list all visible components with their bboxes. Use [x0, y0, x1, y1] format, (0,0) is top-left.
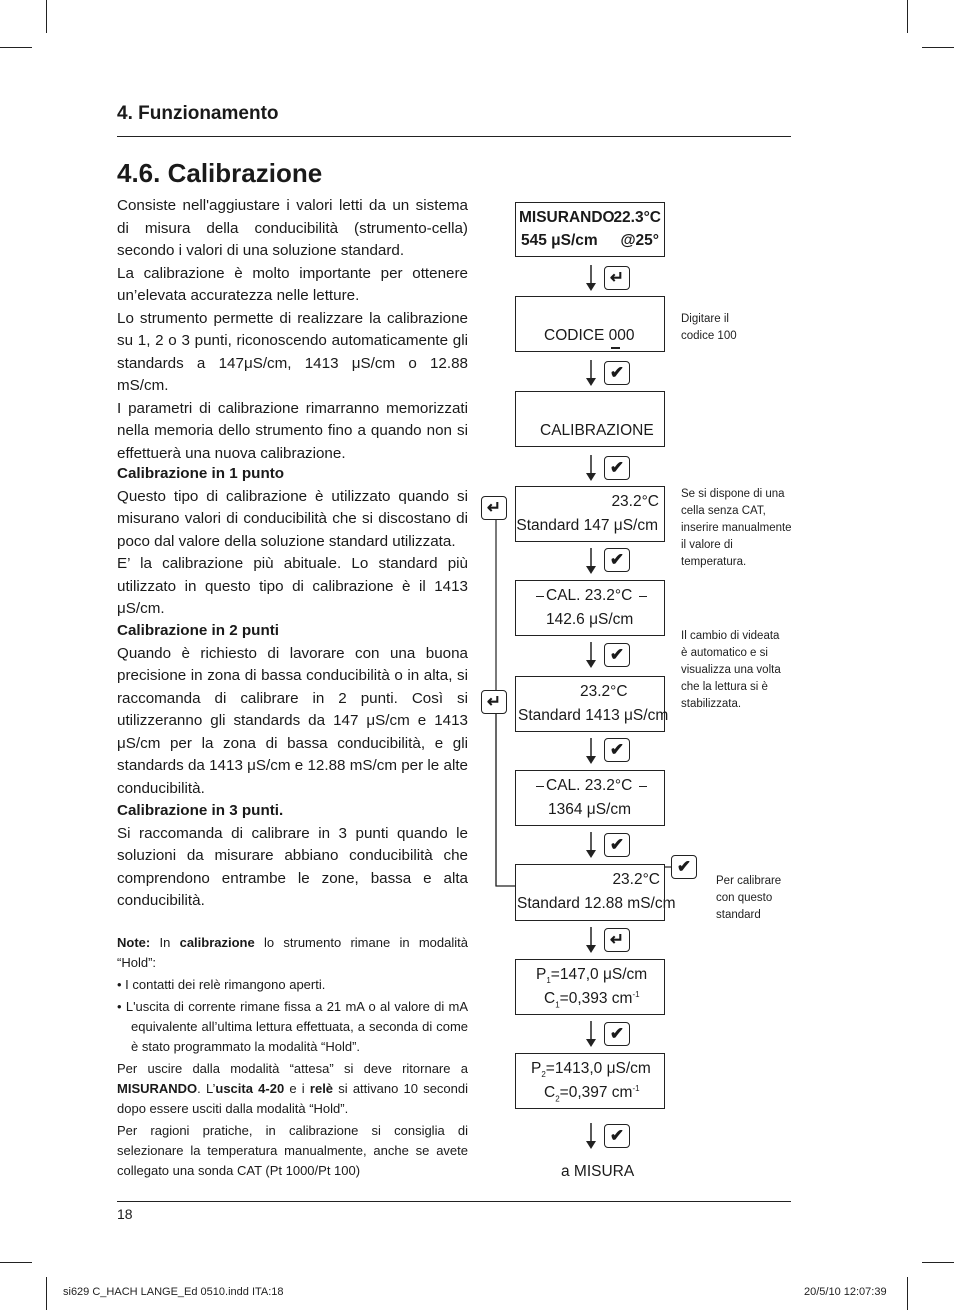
down-arrow-icon	[584, 1123, 598, 1149]
confirm-check-button[interactable]: ✔	[604, 456, 630, 480]
subheading: Calibrazione in 2 punti	[117, 622, 280, 639]
paragraph: La calibrazione è molto importante per ottenere un’elevata accuratezza nelle letture.	[117, 264, 468, 304]
display-calibrazione	[515, 391, 665, 447]
display-text: 23.2°C	[580, 683, 628, 700]
blink-mark	[639, 596, 647, 597]
side-note: Se si dispone di una cella senza CAT, inserire manualmente il valore di temperatura.	[681, 488, 792, 568]
slug-filename: si629 C_HACH LANGE_Ed 0510.indd ITA:18	[63, 1286, 284, 1298]
display-text	[531, 1060, 651, 1079]
note-keyword: relè	[309, 1081, 334, 1096]
side-note: Il cambio di videata è automatico e si visualizza una volta che la lettura si è stabilizzata.	[681, 630, 781, 710]
note-keyword: uscita 4-20	[215, 1081, 285, 1096]
flow-end-label: a MISURA	[561, 1163, 635, 1180]
subscript: 1	[546, 976, 551, 986]
crop-mark	[907, 0, 908, 33]
display-cal-142	[515, 580, 665, 636]
confirm-check-button[interactable]: ✔	[604, 548, 630, 572]
paragraph: Questo tipo di calibrazione è utilizzato quando si misurano valori di conducibilità che si discostano di poco dal valore della soluzione standard utilizzata.	[117, 487, 468, 550]
display-text: =147,0 μS/cm	[550, 966, 648, 983]
display-text	[544, 990, 640, 1009]
superscript: -1	[632, 990, 640, 999]
section-heading: 4. Funzionamento	[117, 103, 279, 124]
note-text: Per uscire dalla modalità “attesa” si deve ritornare a	[117, 1061, 468, 1076]
page-title: 4.6. Calibrazione	[117, 158, 323, 188]
note-text: lo strumento rimane in modalità “Hold”:	[117, 935, 468, 970]
display-text: CAL. 23.2°C	[546, 777, 633, 794]
display-text: Standard 12.88 mS/cm	[517, 895, 676, 912]
crop-mark	[907, 1277, 908, 1310]
side-note: Per calibrare con questo standard	[716, 875, 782, 921]
display-text: Standard 147 μS/cm	[516, 517, 658, 534]
display-text: =1413,0 μS/cm	[545, 1060, 651, 1077]
cursor-underline	[611, 347, 620, 349]
display-text: Standard 1413 μS/cm	[518, 707, 669, 724]
display-p1-c1	[515, 959, 665, 1015]
side-note: Digitare il codice 100	[681, 313, 737, 342]
down-arrow-icon	[584, 548, 598, 574]
display-cal-1364	[515, 770, 665, 826]
down-arrow-icon	[584, 832, 598, 858]
note-keyword: calibrazione	[179, 935, 255, 950]
confirm-check-button[interactable]: ✔	[604, 643, 630, 667]
paragraph: Quando è richiesto di lavorare con una buona precisione in zona di bassa conducibilità o in alta, si raccomanda di calibrare in 2 punti. Così si utilizzeranno gli standards da 147 μS/cm e 1413 μS/cm per la zona di bassa conducibilità, e gli standards da 1413 μS/cm e 12.88 mS/cm per le alte conducibilità.	[117, 644, 468, 797]
down-arrow-icon	[584, 265, 598, 291]
display-standard-147	[515, 486, 665, 542]
confirm-check-button[interactable]: ✔	[604, 1022, 630, 1046]
section-3-punti	[117, 800, 468, 913]
down-arrow-icon	[584, 927, 598, 953]
paragraph: E’ la calibrazione più abituale. Lo standard più utilizzato in questo tipo di calibrazione è il 1413 μS/cm.	[117, 555, 468, 617]
paragraph: Si raccomanda di calibrare in 3 punti quando le soluzioni da misurare abbiano conducibilità che comprendono entrambe le zone, bassa e alta conducibilità.	[117, 824, 468, 909]
display-text: CALIBRAZIONE	[540, 422, 654, 439]
enter-return-button[interactable]: ↵	[604, 928, 630, 952]
confirm-check-button[interactable]: ✔	[671, 855, 697, 879]
down-arrow-icon	[584, 738, 598, 764]
down-arrow-icon	[584, 1021, 598, 1047]
bullet-text: I contatti dei relè rimangono aperti.	[125, 977, 326, 992]
enter-return-button[interactable]: ↵	[604, 266, 630, 290]
bullet-item: • L'uscita di corrente rimane fissa a 21 mA o al valore di mA equivalente all’ultima lettura effettuata, a seconda di come è stato programmato la modalità “Hold”.	[117, 999, 468, 1054]
confirm-check-button[interactable]: ✔	[604, 833, 630, 857]
display-text: @25°	[620, 232, 659, 249]
enter-return-button[interactable]: ↵	[481, 690, 507, 714]
note-text: . L’	[197, 1081, 216, 1096]
display-text: 142.6 μS/cm	[546, 611, 634, 628]
note-text: e i	[289, 1081, 305, 1096]
note-label: Note:	[117, 935, 151, 950]
display-text: CAL. 23.2°C	[546, 587, 633, 604]
note-keyword: MISURANDO	[117, 1081, 198, 1096]
slug-date: 20/5/10 12:07:39	[804, 1286, 887, 1298]
intro-text	[117, 195, 468, 465]
bullet-item: • I contatti dei relè rimangono aperti.	[117, 977, 326, 992]
down-arrow-icon	[584, 360, 598, 386]
header-rule	[117, 136, 791, 137]
display-codice	[515, 296, 665, 352]
subheading: Calibrazione in 1 punto	[117, 465, 285, 482]
page-number: 18	[117, 1206, 133, 1222]
blink-mark	[536, 786, 544, 787]
footer-rule	[117, 1201, 791, 1202]
down-arrow-icon	[584, 642, 598, 668]
display-standard-1413	[515, 676, 669, 732]
paragraph: I parametri di calibrazione rimarranno memorizzati nella memoria dello strumento fino a quando non si effettuerà una nuova calibrazione.	[117, 399, 468, 462]
display-standard-1288	[515, 864, 676, 921]
enter-return-button[interactable]: ↵	[481, 496, 507, 520]
crop-mark	[46, 0, 47, 33]
subheading: Calibrazione in 3 punti.	[117, 802, 284, 819]
display-text: P	[531, 1060, 542, 1077]
display-text: MISURANDO	[519, 209, 615, 226]
note-block	[117, 933, 468, 1181]
display-text: =0,393 cm	[559, 990, 633, 1008]
note-text: si attivano 10 secondi dopo essere usciti dalla modalità “Hold”.	[117, 1081, 469, 1116]
paragraph: Lo strumento permette di realizzare la calibrazione su 1, 2 o 3 punti, riconoscendo automaticamente gli standards a 147μS/cm, 1413 μS/cm o 12.88 mS/cm.	[117, 309, 468, 394]
display-text	[536, 966, 647, 985]
confirm-check-button[interactable]: ✔	[604, 1124, 630, 1148]
display-text: 23.2°C	[611, 493, 659, 510]
blink-mark	[536, 596, 544, 597]
display-text: 23.2°C	[612, 871, 660, 888]
paragraph: Per ragioni pratiche, in calibrazione si consiglia di selezionare la temperatura manualmente, anche se avete collegato una sonda CAT (Pt 1000/Pt 100)	[117, 1123, 468, 1178]
bullet-text: L'uscita di corrente rimane fissa a 21 mA o al valore di mA equivalente all’ultima lettura effettuata, a seconda di come è stato programmato la modalità “Hold”.	[125, 999, 468, 1054]
subscript: 2	[541, 1070, 546, 1080]
superscript: -1	[632, 1084, 640, 1093]
crop-mark	[922, 1262, 954, 1263]
subscript: 1	[555, 1000, 560, 1010]
display-misurando	[515, 202, 665, 257]
display-text: P	[536, 966, 547, 983]
display-text: CODICE 000	[544, 327, 635, 344]
crop-mark	[46, 1277, 47, 1310]
section-2-punti	[117, 620, 468, 800]
display-text: 545 μS/cm	[521, 232, 598, 249]
blink-mark	[639, 786, 647, 787]
crop-mark	[922, 47, 954, 48]
exit-paragraph	[117, 1059, 468, 1119]
display-text: C	[544, 990, 556, 1008]
display-text	[544, 1084, 640, 1103]
down-arrow-icon	[584, 455, 598, 481]
paragraph: Consiste nell'aggiustare i valori letti da un sistema di misura della conducibilità (strumento-cella) secondo i valori di una soluzione standard.	[117, 197, 468, 259]
section-1-punto	[117, 463, 468, 621]
display-p2-c2	[515, 1053, 665, 1109]
crop-mark	[0, 1262, 32, 1263]
confirm-check-button[interactable]: ✔	[604, 738, 630, 762]
display-text: =0,397 cm	[559, 1084, 633, 1102]
confirm-check-button[interactable]: ✔	[604, 361, 630, 385]
note-text: In	[159, 935, 171, 950]
crop-mark	[0, 47, 32, 48]
display-text: 1364 μS/cm	[548, 801, 632, 818]
display-text: 22.3°C	[613, 209, 661, 226]
subscript: 2	[555, 1094, 560, 1104]
display-text: C	[544, 1084, 556, 1102]
